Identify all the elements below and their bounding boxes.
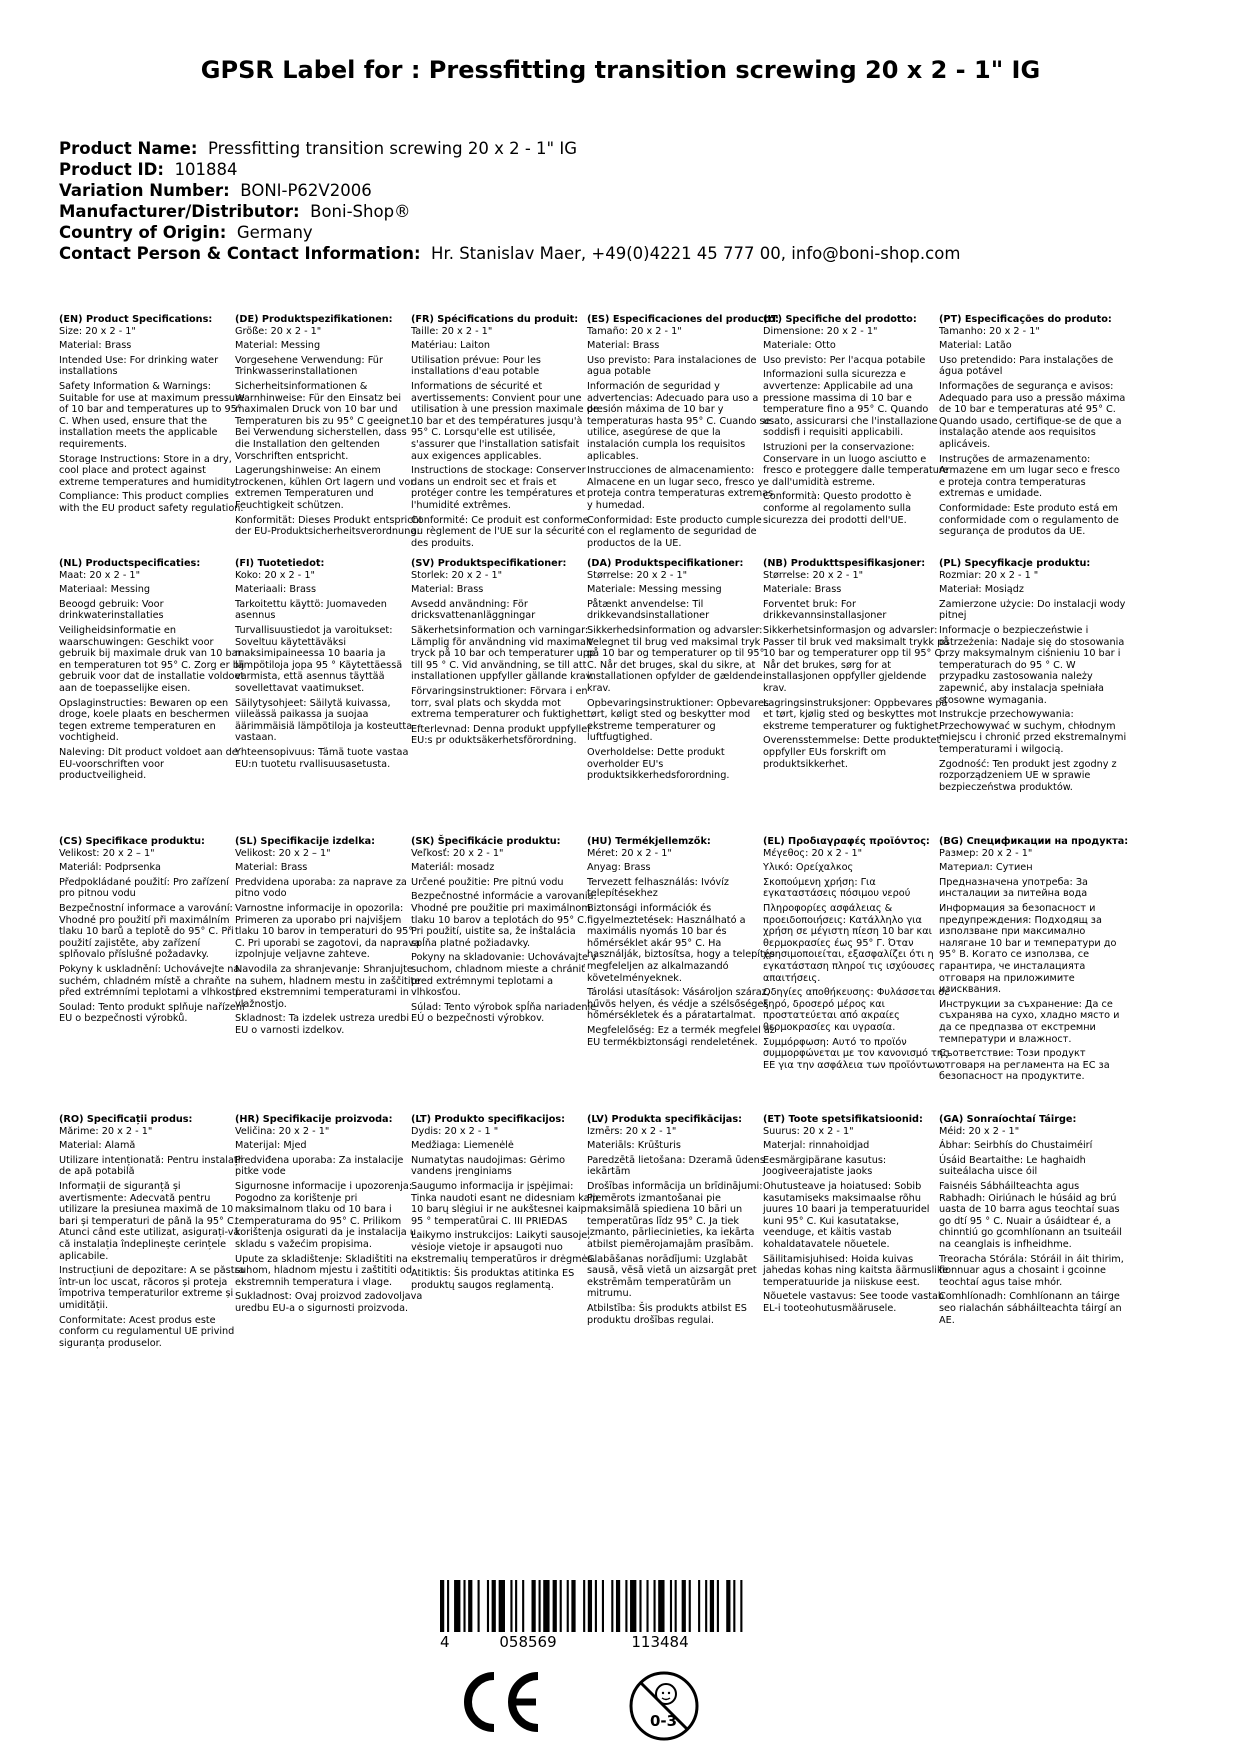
spec-line: Pokyny na skladovanie: Uchovávajte v suchom, chladnom mieste a chrániť pred extrémnymi teplotami a vlhkosťou. xyxy=(411,952,597,999)
language-block xyxy=(59,314,247,518)
info-row xyxy=(59,180,960,201)
barcode-bar xyxy=(726,1580,730,1632)
language-block xyxy=(235,1114,423,1318)
spec-line: Lagringsinstruksjoner: Oppbevares på et tørt, kjølig sted og beskyttes mot ekstreme temperaturer og fuktighet. xyxy=(763,697,948,732)
barcode-bar xyxy=(705,1580,707,1632)
info-value: Boni-Shop® xyxy=(310,202,411,221)
language-block xyxy=(939,836,1127,1086)
spec-line: Tárolási utasítások: Vásároljon száraz, hűvös helyen, és védje a szélsőséges hőmérsékletek és a páratartalmat. xyxy=(587,987,770,1022)
spec-line: Eesmärgipärane kasutus: Joogiveerajatiste jaoks xyxy=(763,1154,887,1178)
language-heading: (NL) Productspecificaties: xyxy=(59,558,201,569)
spec-line: Sicherheitsinformationen & Warnhinweise: Für den Einsatz bei maximalen Druck von 10 bar und Temperaturen bis zu 95° C geeignet. Bei Verwendung sicherstellen, dass die Installation den geltenden Vorschriften entspricht. xyxy=(235,380,413,462)
language-block xyxy=(587,836,775,1051)
language-block xyxy=(763,558,951,773)
language-heading: (ES) Especificaciones del producto: xyxy=(587,314,779,325)
barcode-bar xyxy=(532,1580,536,1632)
barcode-bar xyxy=(515,1580,517,1632)
spec-line: Предназначена употреба: За инсталации за питейна вода xyxy=(939,876,1088,900)
spec-line: Predvidena uporaba: za naprave za pitno vodo xyxy=(235,876,407,900)
spec-line: Materiale: Otto xyxy=(763,340,836,352)
spec-line: Paredzētā lietošana: Dzeramā ūdens iekārtām xyxy=(587,1154,765,1178)
spec-line: Información de seguridad y advertencias: Adecuado para uso a presión máxima de 10 bar y temperaturas hasta 95° C. Cuando se utilice, asegúrese de que la instalación cumpla los requisitos aplicables. xyxy=(587,380,771,462)
spec-line: Pokyny k uskladnění: Uchovávejte na suchém, chladném místě a chraňte před extrémními teplotami a vlhkostí. xyxy=(59,963,242,999)
barcode-bar xyxy=(492,1580,496,1632)
language-block xyxy=(763,836,951,1074)
language-heading: (HU) Termékjellemzők: xyxy=(587,836,711,847)
spec-line: Předpokládané použití: Pro zařízení pro pitnou vodu xyxy=(59,876,229,900)
info-value: BONI-P62V2006 xyxy=(240,181,372,200)
spec-line: Safety Information & Warnings: Suitable for use at maximum pressure of 10 bar and temperatures up to 95° C. When used, ensure that the installation meets the applicable requirements. xyxy=(59,380,245,450)
spec-line: Μέγεθος: 20 x 2 - 1" xyxy=(763,847,863,859)
spec-line: Инструкции за съхранение: Да се съхранява на сухо, хладно място и да се предпазва от екстремни температури и влажност. xyxy=(939,998,1120,1045)
spec-line: Compliance: This product complies with the EU product safety regulation. xyxy=(59,491,244,514)
spec-line: Soulad: Tento produkt splňuje nařízení EU o bezpečnosti výrobků. xyxy=(59,1001,245,1025)
spec-line: Treoracha Stórála: Stóráil in áit thirim, fionnuar agus a chosaint i gcoinne teochtaí agus taise mhór. xyxy=(939,1253,1124,1288)
language-block xyxy=(587,558,775,785)
spec-line: Saugumo informacija ir įspėjimai: Tinka naudoti esant ne didesniam kaip 10 barų slėgiui ir ne aukštesnei kaip 95 ° temperatūrai C. III PRIEDAS xyxy=(411,1180,599,1227)
language-heading: (PL) Specyfikacje produktu: xyxy=(939,558,1091,569)
language-heading: (FR) Spécifications du produit: xyxy=(411,314,579,325)
spec-line: Material: Brass xyxy=(235,862,308,874)
age-label: 0-3 xyxy=(650,1712,678,1730)
spec-line: Utilizare intenționată: Pentru instalații de apă potabilă xyxy=(59,1154,244,1178)
spec-line: Megfelelőség: Ez a termék megfelel az EU termékbiztonsági rendeletének. xyxy=(587,1024,775,1048)
spec-line: Materiál: mosadz xyxy=(411,862,495,874)
spec-line: Naleving: Dit product voldoet aan de EU-voorschriften voor productveiligheid. xyxy=(59,746,238,782)
info-value: Germany xyxy=(236,223,313,242)
barcode-digit-prefix: 4 xyxy=(440,1633,450,1651)
spec-line: Yhteensopivuus: Tämä tuote vastaa EU:n tuotetu rvallisuusasetusta. xyxy=(235,746,409,770)
language-heading: (BG) Спецификации на продукта: xyxy=(939,836,1129,847)
spec-line: Konformität: Dieses Produkt entspricht der EU-Produktsicherheitsverordnung. xyxy=(235,514,423,538)
spec-line: Taille: 20 x 2 - 1" xyxy=(411,325,493,337)
barcode-bar xyxy=(440,1580,444,1632)
spec-line: Laikymo instrukcijos: Laikyti sausoje, vėsioje vietoje ir apsaugoti nuo ekstremalių temperatūros ir drėgmės. xyxy=(411,1230,596,1265)
spec-line: Materiale: Brass xyxy=(763,584,842,596)
language-block xyxy=(763,314,951,529)
language-block xyxy=(939,1114,1127,1329)
info-label: Contact Person & Contact Information: xyxy=(59,244,421,263)
language-block xyxy=(59,558,247,785)
spec-line: Opbevaringsinstruktioner: Opbevares tørt, køligt sted og beskytter mod ekstreme temperaturer og luftfugtighed. xyxy=(587,697,769,744)
barcode-bar xyxy=(616,1580,620,1632)
spec-line: Atitiktis: Šis produktas atitinka ES produktų saugos reglamentą. xyxy=(411,1268,575,1291)
spec-line: Mărime: 20 x 2 - 1" xyxy=(59,1125,153,1137)
barcode-bar xyxy=(510,1580,512,1632)
spec-line: Ohutusteave ja hoiatused: Sobib kasutamiseks maksimaalse rõhu juures 10 baari ja temperatuuridel kuni 95° C. Kui kasutatakse, veenduge, et käitis vastab kohaldatavatele nõuetele. xyxy=(763,1180,930,1250)
spec-line: Informacje o bezpieczeństwie i ostrzeżenia: Nadaje się do stosowania przy maksymalnym ciśnieniu 10 bar i temperaturach do 95 ° C. W przypadku zastosowania należy zapewnić, aby instalacja spełniała stosowne wymagania. xyxy=(939,624,1125,706)
barcode-bar xyxy=(522,1580,524,1632)
spec-line: Bezpečnostné informácie a varovania: Vhodné pre použitie pri maximálnom tlaku 10 barov a teplotách do 95° C. Pri použití, uistite sa, že inštalácia spĺňa platné požiadavky. xyxy=(411,891,597,949)
barcode-bar xyxy=(689,1580,691,1632)
spec-line: Maat: 20 x 2 - 1" xyxy=(59,569,141,581)
spec-line: Material: Messing xyxy=(235,340,321,352)
barcode-bar xyxy=(567,1580,569,1632)
spec-line: Navodila za shranjevanje: Shranjujte na suhem, hladnem mestu in zaščitite pred ekstremnimi temperaturami in vlažnostjo. xyxy=(235,963,421,1010)
spec-line: Materiał: Mosiądz xyxy=(939,584,1024,596)
spec-line: Conformidade: Este produto está em conformidade com o regulamento de segurança de produtos da UE. xyxy=(939,502,1119,538)
spec-line: Размер: 20 x 2 - 1" xyxy=(939,847,1033,859)
spec-line: Sigurnosne informacije i upozorenja: Pogodno za korištenje pri maksimalnom tlaku od 10 bara i temperaturama do 95° C. Prilikom korištenja osigurati da je instalacija u skladu s važećim propisima. xyxy=(235,1180,416,1250)
spec-line: Súlad: Tento výrobok spĺňa nariadenie EÚ o bezpečnosti výrobkov. xyxy=(411,1001,597,1025)
spec-line: Predviđena uporaba: Za instalacije pitke vode xyxy=(235,1154,404,1178)
spec-line: Zgodność: Ten produkt jest zgodny z rozporządzeniem UE w sprawie bezpieczeństwa produktów. xyxy=(939,758,1117,793)
spec-line: Istruzioni per la conservazione: Conservare in un luogo asciutto e fresco e proteggere dalle temperature e dall'umidità estreme. xyxy=(763,441,949,488)
spec-line: Turvallisuustiedot ja varoitukset: Soveltuu käytettäväksi maksimipaineessa 10 baaria ja lämpötiloja jopa 95 ° Käytettäessä varmista, että asennus täyttää sovellettavat vaatimukset. xyxy=(235,624,403,694)
language-heading: (RO) Specificații produs: xyxy=(59,1114,193,1125)
barcode-bar xyxy=(698,1580,700,1632)
barcode-bar xyxy=(454,1580,460,1632)
barcode-bar xyxy=(646,1580,648,1632)
spec-line: Numatytas naudojimas: Gėrimo vandens įrenginiams xyxy=(411,1154,566,1178)
language-heading: (EL) Προδιαγραφές προϊόντος: xyxy=(763,836,930,847)
language-block xyxy=(411,314,599,552)
spec-line: Conformità: Questo prodotto è conforme al regolamento sulla sicurezza dei prodotti dell'UE. xyxy=(763,491,912,526)
barcode-bar xyxy=(639,1580,641,1632)
spec-line: Sikkerhedsinformation og advarsler: Velegnet til brug ved maksimal tryk på 10 bar og temperaturer op til 95° C. Når det bruges, skal du sikre, at installationen opfylder de gældende krav. xyxy=(587,624,765,694)
spec-line: Beoogd gebruik: Voor drinkwaterinstallaties xyxy=(59,598,164,622)
spec-line: Съответствие: Този продукт отговаря на регламента на ЕС за безопасност на продуктите. xyxy=(939,1048,1110,1083)
barcode-bar xyxy=(682,1580,686,1632)
barcode-bar xyxy=(710,1580,714,1632)
language-heading: (CS) Specifikace produktu: xyxy=(59,836,205,847)
spec-line: Sukladnost: Ovaj proizvod zadovoljava uredbu EU-a o sigurnosti proizvoda. xyxy=(235,1291,423,1314)
language-heading: (LT) Produkto specifikacijos: xyxy=(411,1114,566,1125)
barcode-bar xyxy=(595,1580,597,1632)
barcode-bar xyxy=(539,1580,541,1632)
language-block xyxy=(411,1114,599,1294)
spec-line: Určené použitie: Pre pitnú vodu xyxy=(411,876,564,888)
barcode-digits-left: 058569 xyxy=(499,1633,557,1651)
barcode-bar xyxy=(588,1580,592,1632)
language-heading: (LV) Produkta specifikācijas: xyxy=(587,1114,742,1125)
barcode-bar xyxy=(553,1580,557,1632)
ce-mark-icon xyxy=(456,1670,546,1734)
spec-line: Størrelse: 20 x 2 - 1" xyxy=(587,569,688,581)
language-block xyxy=(939,314,1127,541)
spec-line: Sikkerhetsinformasjon og advarsler: Passer til bruk ved maksimalt trykk på 10 bar og temperaturer opp til 95° C. Når det brukes, sørg for at installasjonen oppfyller gjeldende krav. xyxy=(763,624,950,694)
product-info xyxy=(59,138,960,264)
spec-line: Οδηγίες αποθήκευσης: Φυλάσσεται σε ξηρό, δροσερό μέρος και προστατεύεται από ακραίες θερμοκρασίες και υγρασία. xyxy=(763,987,950,1033)
info-label: Manufacturer/Distributor: xyxy=(59,202,300,221)
spec-line: Ábhar: Seirbhís do Chustaiméirí xyxy=(939,1140,1093,1152)
spec-line: Förvaringsinstruktioner: Förvara i en torr, sval plats och skydda mot extrema temperaturer och fuktighet. xyxy=(411,685,590,721)
spec-line: Tarkoitettu käyttö: Juomaveden asennus xyxy=(235,598,387,622)
spec-line: Conformitate: Acest produs este conform cu regulamentul UE privind siguranța produselor. xyxy=(59,1314,235,1349)
barcode-bar xyxy=(602,1580,604,1632)
language-block xyxy=(763,1114,951,1318)
spec-line: Storage Instructions: Store in a dry, cool place and protect against extreme temperatures and humidity. xyxy=(59,453,238,488)
language-block xyxy=(587,314,779,552)
spec-line: Material: Alamă xyxy=(59,1140,136,1152)
info-row xyxy=(59,138,960,159)
language-heading: (IT) Specifiche del prodotto: xyxy=(763,314,917,325)
barcode-bar xyxy=(658,1580,664,1632)
spec-line: Tervezett felhasználás: Ivóvíz telepítésekhez xyxy=(587,876,730,900)
spec-line: Opslaginstructies: Bewaren op een droge, koele plaats en beschermen tegen extreme temperaturen en vochtigheid. xyxy=(59,697,230,744)
info-label: Product ID: xyxy=(59,160,164,179)
spec-line: Rozmiar: 20 x 2 - 1 " xyxy=(939,569,1039,581)
language-block xyxy=(235,314,423,541)
spec-line: Uso previsto: Per l'acqua potabile xyxy=(763,354,926,366)
barcode-bar xyxy=(733,1580,735,1632)
barcode-bar xyxy=(675,1580,677,1632)
spec-line: Tamanho: 20 x 2 - 1" xyxy=(939,325,1040,337)
spec-line: Συμμόρφωση: Αυτό το προϊόν συμμορφώνεται με τον κανονισμό της ΕΕ για την ασφάλεια των προϊόντων. xyxy=(763,1036,949,1071)
spec-line: Instruções de armazenamento: Armazene em um lugar seco e fresco e proteja contra temperaturas extremas e umidade. xyxy=(939,453,1120,500)
info-row xyxy=(59,243,960,264)
barcode-bar xyxy=(717,1580,719,1632)
spec-line: Instrukcje przechowywania: Przechowywać w suchym, chłodnym miejscu i chronić przed ekstremalnymi temperaturami i wilgocią. xyxy=(939,709,1127,755)
spec-line: Veiligheidsinformatie en waarschuwingen: Geschikt voor gebruik bij maximale druk van 10 bar en temperaturen tot 95° C. Zorg er bij gebruik voor dat de installatie voldoet aan de toepasselijke eisen. xyxy=(59,624,245,694)
barcode xyxy=(440,1580,745,1632)
language-heading: (DA) Produktspecifikationer: xyxy=(587,558,744,569)
language-heading: (HR) Specifikacije proizvoda: xyxy=(235,1114,393,1125)
spec-line: Size: 20 x 2 - 1" xyxy=(59,325,136,337)
spec-line: Πληροφορίες ασφάλειας & προειδοποιήσεις: Κατάλληλο για χρήση σε μέγιστη πίεση 10 bar και θερμοκρασίες έως 95° Γ. Όταν χρησιμοποιείται, εξασφαλίζει ότι η εγκατάσταση πληροί τις ισχύουσες απαιτήσεις. xyxy=(763,902,936,984)
barcode-bar xyxy=(630,1580,636,1632)
spec-line: Conformité: Ce produit est conforme au règlement de l'UE sur la sécurité des produits. xyxy=(411,514,589,549)
barcode-bar xyxy=(740,1580,742,1632)
spec-line: Storlek: 20 x 2 - 1" xyxy=(411,569,503,581)
info-row xyxy=(59,222,960,243)
spec-line: Faisnéis Sábháilteachta agus Rabhadh: Oiriúnach le húsáid ag brú uasta de 10 barra agus teochtaí suas go dtí 95 ° C. Nuair a úsáidtear é, a chinntiú go gcomhlíonann an tsuiteáil na ceanglais is infheidhme. xyxy=(939,1180,1122,1250)
spec-line: Matériau: Laiton xyxy=(411,340,491,352)
spec-line: Uso pretendido: Para instalações de água potável xyxy=(939,354,1114,378)
spec-line: Úsáid Beartaithe: Le haghaidh suiteálacha uisce óil xyxy=(939,1154,1086,1178)
language-heading: (FI) Tuotetiedot: xyxy=(235,558,325,569)
not-for-children-0-3-icon xyxy=(628,1670,700,1742)
spec-line: Overholdelse: Dette produkt overholder EU's produktsikkerhedsforordning. xyxy=(587,746,730,782)
spec-line: Informations de sécurité et avertissements: Convient pour une utilisation à une pression maximale de 10 bar et des températures jusqu'à 95° C. Lorsqu'elle est utilisée, s'assurer que l'installation satisfait aux exigences applicables. xyxy=(411,380,599,462)
spec-line: Materiaali: Brass xyxy=(235,584,316,596)
language-heading: (SK) Špecifikácie produktu: xyxy=(411,836,561,847)
barcode-bar xyxy=(478,1580,480,1632)
spec-line: Påtænkt anvendelse: Til drikkevandsinstallationer xyxy=(587,598,710,622)
spec-line: Størrelse: 20 x 2 - 1" xyxy=(763,569,864,581)
spec-line: Lagerungshinweise: An einem trockenen, kühlen Ort lagern und vor extremen Temperaturen und Feuchtigkeit schützen. xyxy=(235,465,415,511)
spec-line: Material: Brass xyxy=(59,340,132,352)
page-title: GPSR Label for : Pressfitting transition screwing 20 x 2 - 1" IG xyxy=(200,56,1041,84)
spec-line: Υλικό: Ορείχαλκος xyxy=(763,862,854,874)
spec-line: Instrucciones de almacenamiento: Almacene en un lugar seco, fresco y proteja contra temperaturas extremas y humedad. xyxy=(587,465,774,511)
barcode-bar xyxy=(463,1580,465,1632)
spec-line: Material: Brass xyxy=(411,584,484,596)
info-label: Variation Number: xyxy=(59,181,230,200)
spec-line: Σκοπούμενη χρήση: Για εγκαταστάσεις πόσιμου νερού xyxy=(763,876,911,900)
spec-line: Anyag: Brass xyxy=(587,862,651,874)
language-block xyxy=(939,558,1127,796)
barcode-bar xyxy=(560,1580,562,1632)
language-block xyxy=(235,836,423,1040)
barcode-bar xyxy=(487,1580,489,1632)
barcode-bar xyxy=(583,1580,585,1632)
spec-line: Materiaal: Messing xyxy=(59,584,151,596)
language-block xyxy=(235,558,423,773)
spec-line: Dimensione: 20 x 2 - 1" xyxy=(763,325,878,337)
barcode-bar xyxy=(625,1580,627,1632)
barcode-digits-right: 113484 xyxy=(631,1633,689,1651)
spec-line: Material: Brass xyxy=(587,340,660,352)
spec-line: Säilitamisjuhised: Hoida kuivas jahedas kohas ning kaitsta äärmuslike temperatuuride ja niiskuse eest. xyxy=(763,1253,949,1288)
language-block xyxy=(411,836,599,1028)
spec-line: Materijal: Mjed xyxy=(235,1140,307,1152)
spec-line: Veličina: 20 x 2 - 1" xyxy=(235,1125,330,1137)
spec-line: Conformidad: Este producto cumple con el reglamento de seguridad de productos de la UE. xyxy=(587,514,762,549)
spec-line: Varnostne informacije in opozorila: Primeren za uporabo pri najvišjem tlaku 10 barov in temperaturi do 95° C. Pri uporabi se zagotovi, da naprava izpolnjuje veljavne zahteve. xyxy=(235,902,420,961)
spec-line: Overensstemmelse: Dette produktet oppfyller EUs forskrift om produktsikkerhet. xyxy=(763,735,941,770)
spec-line: Bezpečnostní informace a varování: Vhodné pro použití při maximálním tlaku 10 barů a teplotě do 95° C. Při použití zajistěte, aby zařízení splňovalo příslušné požadavky. xyxy=(59,902,234,961)
spec-line: Nõuetele vastavus: See toode vastab EL-i tooteohutusmäärusele. xyxy=(763,1291,945,1314)
spec-line: Материал: Сутиен xyxy=(939,862,1033,874)
barcode-bar xyxy=(447,1580,449,1632)
spec-line: Materiāls: Krūšturis xyxy=(587,1140,681,1152)
language-block xyxy=(587,1114,775,1329)
language-heading: (DE) Produktspezifikationen: xyxy=(235,314,393,325)
spec-line: Material: Latão xyxy=(939,340,1012,352)
spec-line: Velikost: 20 x 2 – 1" xyxy=(59,847,155,859)
spec-line: Suurus: 20 x 2 - 1" xyxy=(763,1125,854,1137)
spec-line: Materjal: rinnahoidjad xyxy=(763,1140,870,1152)
spec-line: Skladnost: Ta izdelek ustreza uredbi EU o varnosti izdelkov. xyxy=(235,1013,410,1036)
spec-line: Информация за безопасност и предупреждения: Подходящ за използване при максимално налягане 10 bar и температури до 95° В. Когато се използва, се гарантира, че инсталацията отговаря на приложимите изисквания. xyxy=(939,902,1117,996)
language-heading: (PT) Especificações do produto: xyxy=(939,314,1112,325)
spec-line: Instrucțiuni de depozitare: A se păstra într-un loc uscat, răcoros și proteja împotriva temperaturilor extreme și umidității. xyxy=(59,1265,245,1311)
spec-line: Informazioni sulla sicurezza e avvertenze: Applicabile ad una pressione massima di 10 bar e temperature fino a 95° C. Quando usato, assicurarsi che l'installazione soddisfi i requisiti applicabili. xyxy=(763,369,938,439)
info-value: Hr. Stanislav Maer, +49(0)4221 45 777 00, info@boni-shop.com xyxy=(431,244,961,263)
spec-line: Zamierzone użycie: Do instalacji wody pitnej xyxy=(939,598,1126,622)
spec-line: Materiál: Podprsenka xyxy=(59,862,161,874)
barcode-bar xyxy=(468,1580,472,1632)
spec-line: Glabāšanas norādījumi: Uzglabāt sausā, vēsā vietā un aizsargāt pret ekstrēmām temperatūrām un mitrumu. xyxy=(587,1253,757,1300)
spec-line: Materiale: Messing messing xyxy=(587,584,722,596)
spec-line: Forventet bruk: For drikkevannsinstallasjoner xyxy=(763,598,887,622)
spec-line: Biztonsági információk és figyelmeztetések: Használható a maximális nyomás 10 bar és hőmérséklet akár 95° C. Ha használják, biztosítsa, hogy a telepítés megfeleljen az alkalmazandó követelményeknek. xyxy=(587,902,775,984)
spec-line: Méid: 20 x 2 - 1" xyxy=(939,1125,1020,1137)
spec-line: Größe: 20 x 2 - 1" xyxy=(235,325,322,337)
info-value: 101884 xyxy=(174,160,238,179)
barcode-bar xyxy=(543,1580,549,1632)
spec-line: Dydis: 20 x 2 - 1 " xyxy=(411,1125,499,1137)
spec-line: Säilytysohjeet: Säilytä kuivassa, viileässä paikassa ja suojaa äärimmäisiä lämpötiloja ja kosteutta vastaan. xyxy=(235,697,413,744)
spec-line: Informações de segurança e avisos: Adequado para uso a pressão máxima de 10 bar e temperaturas até 95° C. Quando usado, certifique-se de que a instalação atende aos requisitos aplicáveis. xyxy=(939,380,1126,450)
spec-line: Velikost: 20 x 2 – 1" xyxy=(235,847,331,859)
spec-line: Uso previsto: Para instalaciones de agua potable xyxy=(587,354,757,378)
info-row xyxy=(59,159,960,180)
info-label: Country of Origin: xyxy=(59,223,227,242)
spec-line: Upute za skladištenje: Skladištiti na suhom, hladnom mjestu i zaštititi od ekstremnih temperatura i vlage. xyxy=(235,1253,412,1288)
spec-line: Avsedd användning: För dricksvattenanläggningar xyxy=(411,598,536,622)
language-heading: (GA) Sonraíochtaí Táirge: xyxy=(939,1114,1077,1125)
language-heading: (NB) Produkttspesifikasjoner: xyxy=(763,558,926,569)
spec-line: Atbilstība: Šis produkts atbilst ES produktu drošības regulai. xyxy=(587,1302,747,1326)
barcode-bar xyxy=(654,1580,656,1632)
spec-line: Méret: 20 x 2 - 1" xyxy=(587,847,672,859)
info-row xyxy=(59,201,960,222)
info-value: Pressfitting transition screwing 20 x 2 - 1" IG xyxy=(207,139,578,158)
spec-line: Säkerhetsinformation och varningar: Lämplig för användning vid maximalt tryck på 10 bar och temperaturer upp till 95 ° C. Vid användning, se till att installationen uppfyller gällande krav. xyxy=(411,624,596,683)
spec-line: Vorgesehene Verwendung: Für Trinkwasserinstallationen xyxy=(235,354,383,378)
info-label: Product Name: xyxy=(59,139,198,158)
spec-line: Informații de siguranță și avertismente: Adecvată pentru utilizare la presiunea maximă de 10 bari și temperaturi de până la 95° C. Atunci când este utilizat, asigurați-vă că instalația îndeplinește cerințele aplicabile. xyxy=(59,1180,240,1262)
spec-line: Comhlíonadh: Comhlíonann an táirge seo rialachán sábháilteachta táirgí an AE. xyxy=(939,1291,1122,1326)
spec-line: Efterlevnad: Denna produkt uppfyller EU:s pr oduktsäkerhetsförordning. xyxy=(411,723,592,747)
barcode-bar xyxy=(611,1580,613,1632)
language-heading: (SL) Specifikacije izdelka: xyxy=(235,836,376,847)
spec-line: Koko: 20 x 2 - 1" xyxy=(235,569,315,581)
spec-line: Utilisation prévue: Pour les installations d'eau potable xyxy=(411,354,541,378)
spec-line: Veľkosť: 20 x 2 - 1" xyxy=(411,847,504,859)
language-block xyxy=(59,836,247,1028)
language-heading: (SV) Produktspecifikationer: xyxy=(411,558,567,569)
barcode-bar xyxy=(499,1580,505,1632)
spec-line: Izmērs: 20 x 2 - 1" xyxy=(587,1125,677,1137)
language-heading: (EN) Product Specifications: xyxy=(59,314,213,325)
spec-line: Drošības informācija un brīdinājumi: Piemērots izmantošanai pie maksimālā spiediena 10 bāri un temperatūras līdz 95° C. Ja tiek izmanto, pārliecinieties, ka iekārta atbilst piemērojamajām prasībām. xyxy=(587,1180,763,1250)
language-block xyxy=(59,1114,247,1352)
spec-line: Tamaño: 20 x 2 - 1" xyxy=(587,325,682,337)
spec-line: Intended Use: For drinking water installations xyxy=(59,354,219,378)
spec-line: Instructions de stockage: Conserver dans un endroit sec et frais et protéger contre les températures et l'humidité extrêmes. xyxy=(411,465,586,511)
spec-line: Medžiaga: Liemenėlė xyxy=(411,1140,514,1152)
barcode-bar xyxy=(670,1580,672,1632)
barcode-bar xyxy=(571,1580,575,1632)
language-block xyxy=(411,558,599,750)
language-heading: (ET) Toote spetsifikatsioonid: xyxy=(763,1114,923,1125)
